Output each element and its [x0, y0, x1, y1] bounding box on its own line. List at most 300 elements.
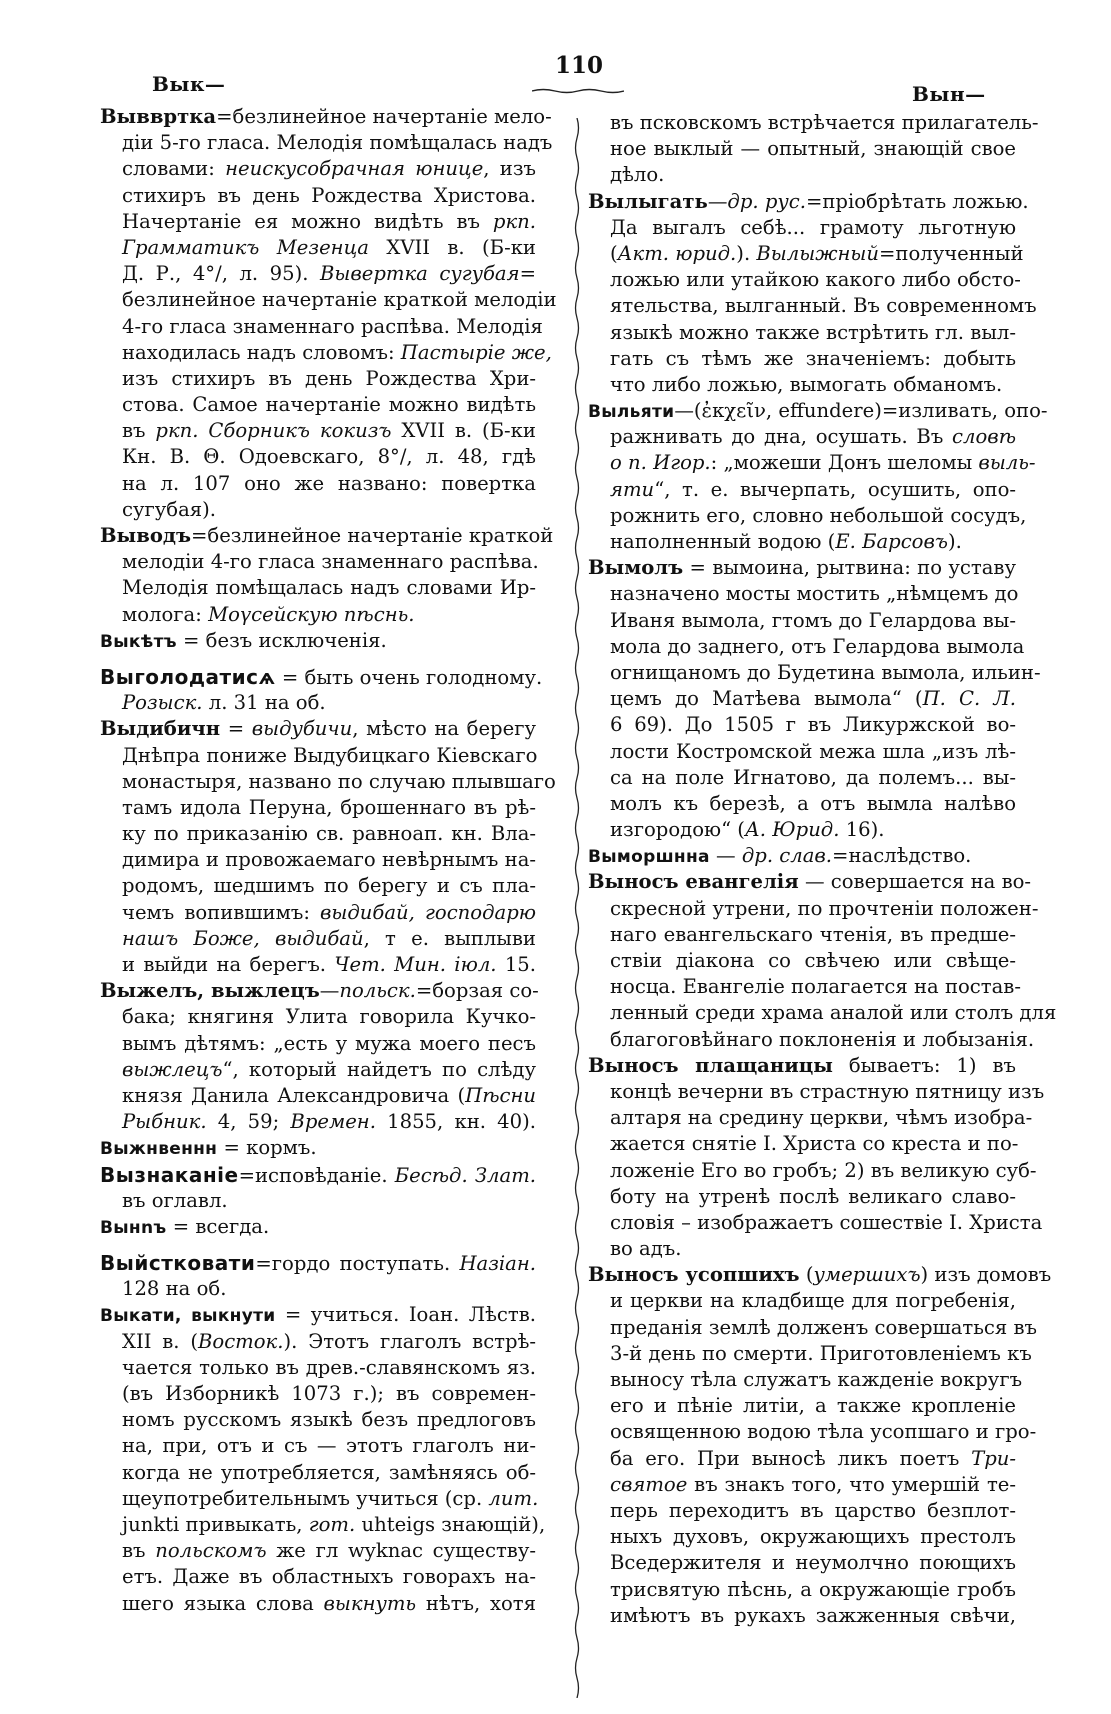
entry-headword-line: [100, 1302, 536, 1328]
entry-text-line: [100, 340, 552, 366]
entry-headword-line: [588, 1053, 1016, 1079]
headword: Выморшнна: [588, 847, 710, 868]
text-run: мелодіи 4-го гласа знаменнаго распѣва.: [122, 550, 539, 574]
entry-text-line: [588, 634, 1025, 660]
text-run: словія – изображаетъ сошествіе І. Христа: [610, 1210, 1043, 1234]
entry-headword-line: [588, 189, 1029, 215]
italic-citation: Акт. юрид.: [617, 241, 737, 265]
entry-text-line: [588, 1446, 1016, 1472]
text-run: Начертаніе ея можно видѣть въ: [122, 209, 493, 233]
entry-text-line: [100, 183, 536, 209]
entry-text-line: [588, 529, 1016, 555]
entry-headword-line: [588, 1262, 1052, 1288]
italic-citation: нашъ Боже, выдибай: [122, 926, 364, 950]
text-run: XVII в. (Б-ки: [368, 235, 536, 259]
italic-citation: умершихъ: [813, 1263, 921, 1287]
text-run: (въ Изборникѣ 1073 г.); въ современ-: [122, 1382, 536, 1405]
entry-text-line: [100, 287, 557, 313]
text-run: “, т. е. вычерпать, осушить, опо-: [654, 477, 1016, 501]
text-run: Днѣпра пониже Выдубицкаго Кіевскаго: [122, 743, 538, 767]
right-column: [588, 110, 1057, 1629]
italic-citation: лит.: [488, 1486, 539, 1510]
entry-text-line: [100, 602, 536, 628]
entry-text-line: [100, 873, 536, 899]
running-head-right: Вын—: [912, 82, 986, 106]
text-run: же гл wyknac существу-: [266, 1539, 536, 1563]
text-run: =гордо поступать.: [255, 1252, 460, 1276]
text-run: и выйди на берегъ.: [122, 953, 335, 976]
headword: Выкати, выкнути: [100, 1306, 276, 1327]
text-run: 1855, кн. 40).: [375, 1110, 536, 1134]
entry-text-line: [100, 1188, 536, 1214]
text-run: алтаря на средину церкви, чѣмъ изобра-: [610, 1106, 1033, 1130]
headword: Выйстковати: [100, 1251, 256, 1276]
entry-text-line: [588, 1315, 1037, 1341]
text-run: что либо ложью, вымогать обманомъ.: [610, 372, 1003, 396]
italic-citation: Пастыріе же,: [400, 340, 552, 364]
headword: Выводъ: [100, 524, 191, 547]
headword: Выкѣтъ: [100, 631, 177, 652]
italic-citation: выль-: [978, 451, 1036, 475]
entry-text-line: [588, 1027, 1035, 1053]
entry-text-line: [588, 372, 1016, 398]
text-run: 16).: [839, 818, 885, 842]
text-run: на л. 107 оно же названо: повертка: [122, 471, 536, 495]
entry-text-line: [588, 1236, 1016, 1262]
headword: Выввртка: [100, 105, 217, 128]
running-head-left: Вык—: [152, 72, 226, 96]
entry-text-line: [100, 847, 536, 873]
headword: Выносъ плащаницы: [588, 1053, 833, 1077]
text-run: рожнить его, словно небольшой сосудъ,: [610, 503, 1027, 527]
italic-citation: Е. Барсовъ: [835, 530, 948, 553]
left-column: [100, 104, 557, 1617]
text-run: на, при, отъ и съ — этотъ глаголъ ни-: [122, 1434, 536, 1458]
text-run: номъ русскомъ языкѣ безъ предлоговъ: [122, 1408, 536, 1432]
text-run: 3-й день по смерти. Приготовленіемъ къ: [610, 1341, 1032, 1365]
entry-text-line: [100, 821, 536, 847]
column-divider: [573, 118, 581, 1698]
italic-citation: выкнуть: [323, 1591, 417, 1615]
entry-text-line: [588, 424, 1016, 450]
italic-citation: выдибай, господарю: [320, 900, 536, 924]
entry-text-line: [588, 1105, 1033, 1131]
entry-text-line: [100, 1591, 536, 1617]
entry-text-line: [588, 346, 1016, 372]
text-run: носца. Евангеліе полагается на постав-: [610, 975, 1021, 999]
entry-text-line: [100, 952, 536, 978]
text-run: = безъ исключенія.: [176, 628, 387, 652]
entry-text-line: [588, 1367, 1023, 1393]
text-run: 4, 59;: [206, 1110, 291, 1134]
text-run: во адъ.: [610, 1237, 682, 1261]
text-run: скресной утрени, по прочтеніи положен-: [610, 896, 1039, 920]
italic-citation: неискусобрачная юнице: [225, 157, 484, 181]
text-run: ку по приказанію св. равноап. кн. Вла-: [122, 822, 536, 846]
text-run: ). Этотъ глаголъ встрѣ-: [283, 1329, 537, 1353]
italic-citation: Вывертка сугубая=: [319, 262, 537, 286]
entry-text-line: [588, 739, 1016, 765]
text-run: ленный среди храма аналой или столъ для: [610, 1001, 1057, 1025]
entry-text-line: [100, 235, 536, 261]
text-run: когда не употребляется, замѣняясь об-: [122, 1460, 536, 1484]
entry-text-line: [100, 1355, 536, 1381]
italic-citation: о п. Игор.: [610, 451, 711, 475]
italic-citation: Времен.: [290, 1110, 376, 1134]
entry-gap: [100, 1240, 536, 1250]
text-run: junkti привыкать,: [122, 1512, 309, 1536]
italic-citation: др. рус.: [727, 189, 806, 213]
entry-headword-line: [588, 398, 1048, 424]
headword: Выльяти: [588, 402, 675, 423]
text-run: Мелодія помѣщалась надъ словами Ир-: [122, 576, 536, 600]
text-run: стихиръ въ день Рождества Христова.: [122, 183, 536, 207]
italic-citation: Рыбник.: [122, 1110, 207, 1134]
text-run: ствіи діакона со свѣчею или свѣще-: [610, 949, 1016, 972]
entry-text-line: [100, 314, 543, 340]
entry-headword-line: [588, 555, 1016, 581]
entry-text-line: [588, 450, 1036, 476]
entry-text-line: [100, 1433, 536, 1459]
entry-text-line: [100, 1031, 536, 1057]
text-run: гать съ тѣмъ же значеніемъ: добыть: [610, 346, 1016, 370]
text-run: Д. Р., 4°/, л. 95).: [122, 262, 320, 286]
text-run: = кормъ.: [217, 1136, 317, 1160]
text-run: дѣло.: [610, 163, 665, 187]
text-run: ).: [947, 530, 962, 553]
text-run: = быть очень голодному.: [275, 665, 543, 689]
entry-text-line: [588, 1524, 1016, 1550]
text-run: въ: [122, 1539, 156, 1563]
italic-citation: Грамматикъ Мезенца: [122, 235, 369, 259]
entry-text-line: [100, 366, 536, 392]
entry-text-line: [588, 1131, 1019, 1157]
text-run: =исповѣданіе.: [238, 1163, 395, 1187]
text-run: наго евангельскаго чтенія, въ предше-: [610, 922, 1016, 946]
headword: Выдибичн: [100, 717, 221, 741]
text-run: нѣтъ, хотя: [416, 1591, 536, 1615]
text-run: въ знакъ того, что умершій те-: [687, 1472, 1016, 1496]
italic-citation: Три-: [971, 1446, 1016, 1470]
entry-text-line: [588, 241, 1024, 267]
entry-text-line: [588, 136, 1016, 162]
text-run: етъ. Даже въ областныхъ говорахъ на-: [122, 1565, 536, 1589]
entry-text-line: [588, 1210, 1043, 1236]
text-run: Да выгалъ себѣ... грамоту льготную: [610, 215, 1016, 239]
italic-citation: выжлецъ: [122, 1057, 223, 1081]
text-run: назначено мосты мостить „нѣмцемъ до: [610, 582, 1019, 606]
text-run: лости Костромской межа шла „изъ лѣ-: [610, 739, 1016, 763]
text-run: сугубая).: [122, 497, 217, 521]
text-run: димира и провожаемаго невѣрнымъ на-: [122, 848, 536, 872]
headword: Выносъ усопшихъ: [588, 1263, 800, 1287]
text-run: ятельства, вылганный. Въ современномъ: [610, 294, 1037, 318]
entry-text-line: [100, 1057, 536, 1083]
text-run: ) изъ домовъ: [920, 1263, 1052, 1287]
page-number: 110: [555, 52, 604, 79]
text-run: изъ стихиръ въ день Рождества Хри-: [122, 366, 536, 390]
entry-headword-line: [100, 1162, 536, 1188]
entry-headword-line: [100, 716, 536, 742]
entry-text-line: [588, 1288, 1016, 1314]
text-run: изгородою“ (: [610, 818, 745, 842]
text-run: =пріобрѣтать ложью.: [805, 189, 1029, 213]
headword: Вымолъ: [588, 556, 684, 580]
entry-text-line: [588, 1419, 1037, 1445]
entry-headword-line: [100, 978, 539, 1004]
text-run: = вымоина, рытвина: по уставу: [683, 556, 1016, 580]
entry-text-line: [588, 817, 1016, 843]
entry-headword-line: [100, 1214, 536, 1240]
entry-text-line: [588, 503, 1027, 529]
entry-text-line: [588, 1393, 1016, 1419]
headword: Выголодатисѧ: [100, 664, 276, 689]
text-run: (: [610, 241, 618, 265]
text-run: его и пѣніе литіи, а также кропленіе: [610, 1394, 1016, 1418]
text-run: ное выклый — опытный, знающій свое: [610, 137, 1016, 161]
entry-headword-line: [100, 1250, 536, 1276]
text-run: чемъ вопившимъ:: [122, 900, 321, 924]
entry-text-line: [100, 1381, 536, 1407]
text-run: цемъ до Матѣева вымола“ (: [610, 687, 923, 711]
entry-text-line: [588, 110, 1039, 136]
text-run: выносу тѣла служатъ кажденіе вокругъ: [610, 1368, 1023, 1391]
text-run: , мѣсто на берегу: [352, 717, 536, 741]
italic-citation: яти: [610, 477, 655, 501]
text-run: —(ἐκχεῖν, effundere)=изливать, опо-: [674, 399, 1048, 423]
text-run: и церкви на кладбище для погребенія,: [610, 1289, 1016, 1313]
entry-text-line: [588, 765, 1016, 791]
entry-headword-line: [588, 843, 1016, 869]
italic-citation: Пѣсни: [465, 1083, 536, 1107]
text-run: ).: [736, 241, 757, 265]
text-run: бака; княгиня Улита говорила Кучко-: [122, 1005, 536, 1029]
text-run: находилась надъ словомъ:: [122, 340, 401, 364]
entry-text-line: [588, 1577, 1016, 1603]
italic-citation: словѣ: [952, 425, 1016, 449]
entry-text-line: [588, 267, 1021, 293]
text-run: перь переходитъ въ царство безплот-: [610, 1498, 1016, 1522]
entry-text-line: [588, 608, 1016, 634]
italic-citation: гот.: [308, 1512, 356, 1536]
text-run: са на поле Игнатово, да полемъ... вы-: [610, 765, 1016, 789]
entry-text-line: [588, 293, 1037, 319]
entry-text-line: [100, 261, 536, 287]
entry-text-line: [100, 392, 536, 418]
entry-text-line: [100, 1407, 536, 1433]
entry-text-line: [588, 791, 1016, 817]
entry-text-line: [588, 1603, 1016, 1629]
headword: Вылыгать: [588, 189, 708, 213]
entry-text-line: [100, 1004, 536, 1030]
entry-text-line: [588, 1550, 1016, 1576]
text-run: ба его. При выносѣ ликъ поетъ: [610, 1446, 972, 1470]
text-run: 128 на об.: [122, 1277, 227, 1301]
text-run: Кн. В. Θ. Одоевскаго, 8°/, л. 48, гдѣ: [122, 445, 536, 469]
text-run: въ псковскомъ встрѣчается прилагатель-: [610, 111, 1039, 134]
entry-text-line: [588, 712, 1016, 738]
headword: Вынnъ: [100, 1217, 167, 1238]
text-run: трисвятую пѣснь, а окружающіе гробъ: [610, 1577, 1016, 1601]
entry-text-line: [588, 320, 1016, 346]
text-run: —: [707, 189, 728, 213]
entry-headword-line: [100, 104, 552, 130]
text-run: въ: [122, 419, 156, 443]
entry-text-line: [100, 471, 536, 497]
entry-text-line: [588, 477, 1016, 503]
text-run: ложью или утайкою какого либо обсто-: [610, 268, 1021, 292]
entry-gap: [100, 654, 536, 664]
entry-text-line: [100, 1538, 536, 1564]
headword: Выжнвеннн: [100, 1139, 218, 1160]
entry-text-line: [588, 1341, 1032, 1367]
text-run: имѣютъ въ рукахъ зажженныя свѣчи,: [610, 1603, 1016, 1627]
entry-text-line: [100, 418, 536, 444]
text-run: , изъ: [483, 157, 537, 181]
text-run: — совершается на во-: [798, 870, 1032, 894]
entry-text-line: [588, 162, 1016, 188]
text-run: —: [319, 979, 340, 1003]
text-run: щеупотребительнымъ учиться (ср.: [122, 1486, 489, 1510]
italic-citation: Моүсейскую пѣснь.: [208, 602, 415, 626]
text-run: освященною водою тѣла усопшаго и гро-: [610, 1420, 1037, 1444]
entry-headword-line: [100, 664, 543, 690]
entry-text-line: [100, 769, 556, 795]
headword: Выжелъ, выжлецъ: [100, 979, 320, 1003]
entry-text-line: [588, 974, 1021, 1000]
italic-citation: Назіан.: [459, 1252, 536, 1276]
italic-citation: А. Юрид.: [744, 818, 840, 842]
text-run: =борзая со-: [415, 979, 539, 1003]
text-run: ложеніе Его во гробъ; 2) въ великую суб-: [610, 1158, 1037, 1182]
text-run: въ оглавл.: [122, 1188, 228, 1212]
text-run: 6 69). До 1505 г въ Ликуржской во-: [610, 713, 1016, 737]
text-run: жается снятіе І. Христа со креста и по-: [610, 1132, 1019, 1156]
text-run: , т е. выплыви: [363, 926, 536, 950]
text-run: uhteigs знающій),: [355, 1512, 546, 1536]
text-run: бываетъ: 1) въ: [832, 1053, 1016, 1077]
entry-text-line: [100, 690, 536, 716]
entry-text-line: [100, 926, 536, 952]
text-run: вымъ дѣтямъ: „есть у мужа моего песъ: [122, 1031, 536, 1055]
entry-headword-line: [100, 1135, 536, 1161]
text-run: молога:: [122, 602, 209, 626]
italic-citation: ркп. Сборникъ кокизъ: [155, 419, 392, 443]
text-run: мола до заднего, отъ Гелардова вымола: [610, 634, 1025, 658]
text-run: языкѣ можно также встрѣтить гл. выл-: [610, 320, 1016, 344]
entry-text-line: [100, 1564, 536, 1590]
entry-text-line: [588, 922, 1016, 948]
entry-text-line: [100, 1329, 536, 1355]
text-run: монастыря, названо по случаю плывшаго: [122, 769, 556, 793]
entry-headword-line: [100, 523, 554, 549]
text-run: благоговѣйнаго поклоненія и лобызанія.: [610, 1027, 1035, 1051]
text-run: —: [709, 844, 742, 868]
italic-citation: польскомъ: [155, 1539, 267, 1563]
entry-text-line: [588, 1472, 1016, 1498]
entry-text-line: [100, 795, 536, 821]
headword: Вызнаканіе: [100, 1162, 239, 1187]
headword: Выносъ евангелія: [588, 870, 799, 894]
entry-text-line: [100, 900, 536, 926]
text-run: = всегда.: [166, 1214, 270, 1238]
text-run: =наслѣдство.: [832, 844, 972, 868]
italic-citation: выдубичи: [251, 717, 353, 741]
text-run: молъ къ березѣ, а отъ вымла налѣво: [610, 791, 1016, 815]
text-run: Иваня вымола, гтомъ до Гелардова вы-: [610, 608, 1016, 632]
text-run: родомъ, шедшимъ по берегу и съ пла-: [122, 874, 536, 898]
italic-citation: Восток.: [198, 1329, 284, 1353]
entry-text-line: [100, 1083, 536, 1109]
text-run: л. 31 на об.: [202, 691, 326, 715]
text-run: =полученный: [878, 241, 1024, 265]
text-run: “, который найдетъ по слѣду: [222, 1057, 536, 1081]
text-run: князя Данила Александровича (: [122, 1083, 466, 1107]
text-run: словами:: [122, 157, 226, 181]
italic-citation: святое: [610, 1472, 688, 1496]
entry-text-line: [588, 660, 1041, 686]
entry-text-line: [588, 215, 1016, 241]
entry-text-line: [100, 497, 536, 523]
italic-citation: польск.: [339, 979, 416, 1003]
text-run: боту на утренѣ послѣ великаго славо-: [610, 1184, 1016, 1208]
text-run: : „можеши Донъ шеломы: [710, 451, 979, 475]
entry-text-line: [100, 1109, 536, 1135]
text-run: тамъ идола Перуна, брошеннаго въ рѣ-: [122, 795, 536, 819]
text-run: наполненный водою (: [610, 530, 836, 553]
entry-text-line: [588, 1158, 1037, 1184]
italic-citation: Вылыжный: [756, 241, 879, 265]
text-run: 4-го гласа знаменнаго распѣва. Мелодія: [122, 314, 543, 338]
entry-text-line: [100, 575, 536, 601]
entry-text-line: [100, 1276, 536, 1302]
text-run: =безлинейное начертаніе мело-: [216, 105, 552, 128]
italic-citation: Розыск.: [122, 691, 203, 715]
italic-citation: ркп.: [492, 209, 536, 233]
italic-citation: П. С. Л.: [922, 687, 1016, 711]
text-run: XVII в. (Б-ки: [391, 419, 536, 443]
entry-text-line: [100, 743, 536, 769]
entry-text-line: [588, 948, 1016, 974]
text-run: стова. Самое начертаніе можно видѣть: [122, 393, 536, 417]
text-run: XII в. (: [122, 1329, 199, 1353]
italic-citation: Бесѣд. Злат.: [394, 1163, 536, 1187]
entry-text-line: [100, 130, 553, 156]
text-run: (: [799, 1263, 814, 1287]
text-run: огнищаномъ до Будетина вымола, ильин-: [610, 660, 1041, 684]
italic-citation: др. слав.: [741, 844, 833, 868]
entry-headword-line: [100, 628, 536, 654]
entry-text-line: [100, 156, 536, 182]
text-run: чается только въ древ.-славянскомъ яз.: [122, 1355, 536, 1379]
entry-text-line: [588, 581, 1019, 607]
entry-text-line: [100, 1460, 536, 1486]
text-run: преданія землѣ долженъ совершаться въ: [610, 1315, 1037, 1339]
text-run: =: [220, 717, 252, 741]
text-run: 15.: [496, 953, 536, 976]
text-run: ражнивать до дна, осушать. Въ: [610, 425, 953, 449]
entry-text-line: [588, 896, 1039, 922]
entry-text-line: [588, 1079, 1045, 1105]
entry-text-line: [100, 549, 539, 575]
entry-text-line: [100, 444, 536, 470]
entry-text-line: [588, 686, 1016, 712]
text-run: шего языка слова: [122, 1591, 324, 1615]
text-run: = учиться. Іоан. Лѣств.: [275, 1303, 537, 1327]
text-run: Вседержителя и неумолчно поющихъ: [610, 1551, 1016, 1575]
text-run: =безлинейное начертаніе краткой: [190, 524, 554, 547]
entry-text-line: [100, 1486, 539, 1512]
